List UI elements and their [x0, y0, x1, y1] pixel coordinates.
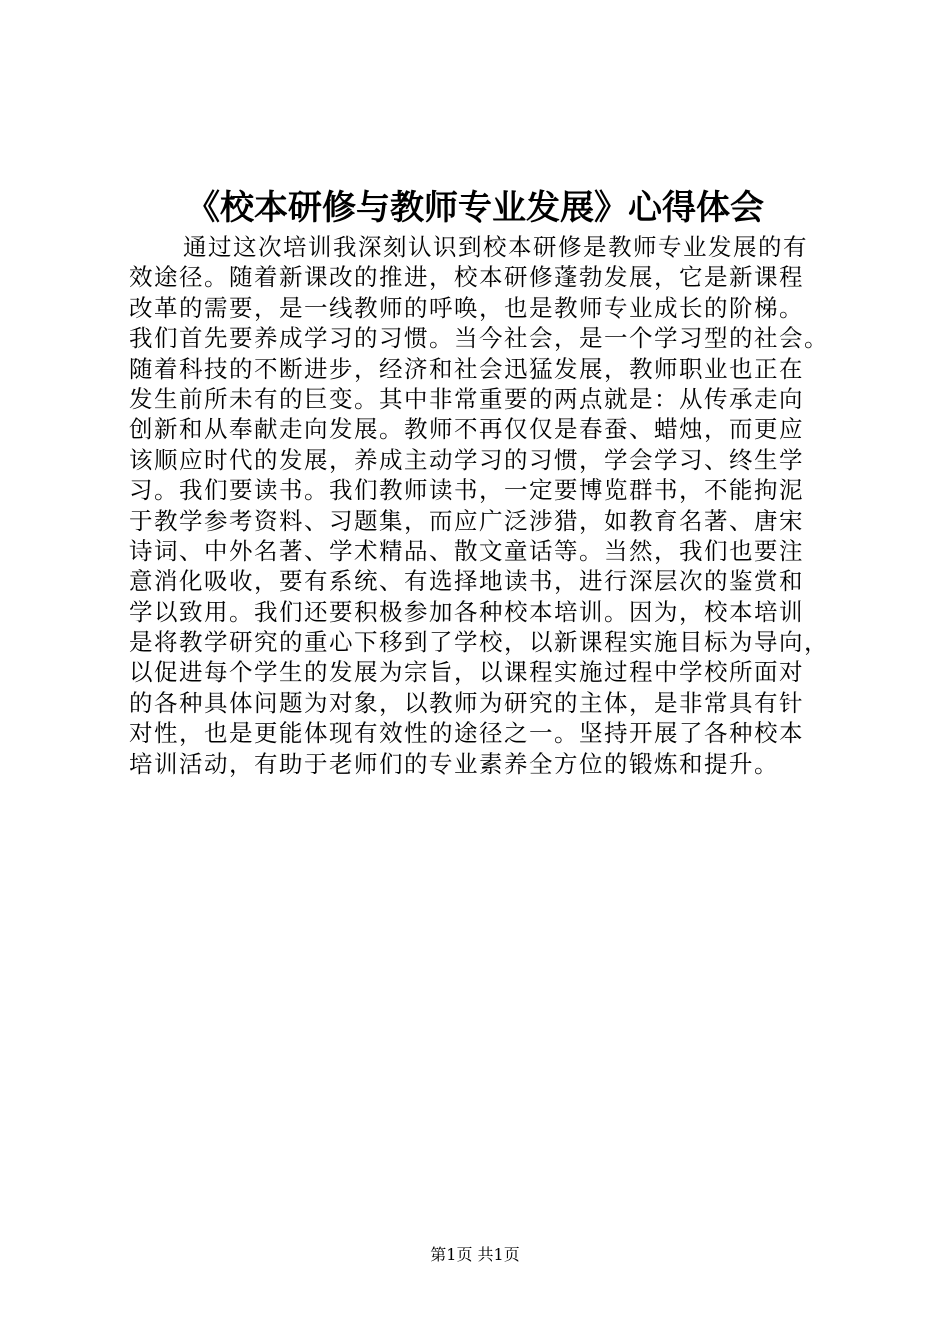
body-line: 意消化吸收，要有系统、有选择地读书，进行深层次的鉴赏和	[129, 567, 804, 596]
body-line: 培训活动，有助于老师们的专业素养全方位的锻炼和提升。	[129, 749, 779, 778]
body-line: 创新和从奉献走向发展。教师不再仅仅是春蚕、蜡烛，而更应	[129, 415, 804, 444]
body-line: 以促进每个学生的发展为宗旨，以课程实施过程中学校所面对	[129, 658, 804, 687]
document-title: 《校本研修与教师专业发展》心得体会	[186, 188, 764, 228]
body-line: 诗词、中外名著、学术精品、散文童话等。当然，我们也要注	[129, 536, 804, 565]
body-line: 的各种具体问题为对象，以教师为研究的主体，是非常具有针	[129, 688, 804, 717]
body-line: 是将教学研究的重心下移到了学校，以新课程实施目标为导向，	[129, 628, 829, 657]
body-line: 对性，也是更能体现有效性的途径之一。坚持开展了各种校本	[129, 719, 804, 748]
body-line: 改革的需要，是一线教师的呼唤，也是教师专业成长的阶梯。	[129, 293, 804, 322]
body-line: 效途径。随着新课改的推进，校本研修蓬勃发展，它是新课程	[129, 263, 804, 292]
body-line: 于教学参考资料、习题集，而应广泛涉猎，如教育名著、唐宋	[129, 506, 804, 535]
page-number-footer: 第1页 共1页	[430, 1245, 520, 1264]
body-line: 习。我们要读书。我们教师读书，一定要博览群书，不能拘泥	[129, 476, 804, 505]
body-line: 发生前所未有的巨变。其中非常重要的两点就是：从传承走向	[129, 384, 804, 413]
body-line: 学以致用。我们还要积极参加各种校本培训。因为，校本培训	[129, 597, 804, 626]
body-line: 随着科技的不断进步，经济和社会迅猛发展，教师职业也正在	[129, 354, 804, 383]
body-line: 该顺应时代的发展，养成主动学习的习惯，学会学习、终生学	[129, 445, 804, 474]
body-line: 通过这次培训我深刻认识到校本研修是教师专业发展的有	[183, 233, 808, 261]
document-body	[129, 232, 829, 779]
body-line: 我们首先要养成学习的习惯。当今社会，是一个学习型的社会。	[129, 324, 829, 353]
